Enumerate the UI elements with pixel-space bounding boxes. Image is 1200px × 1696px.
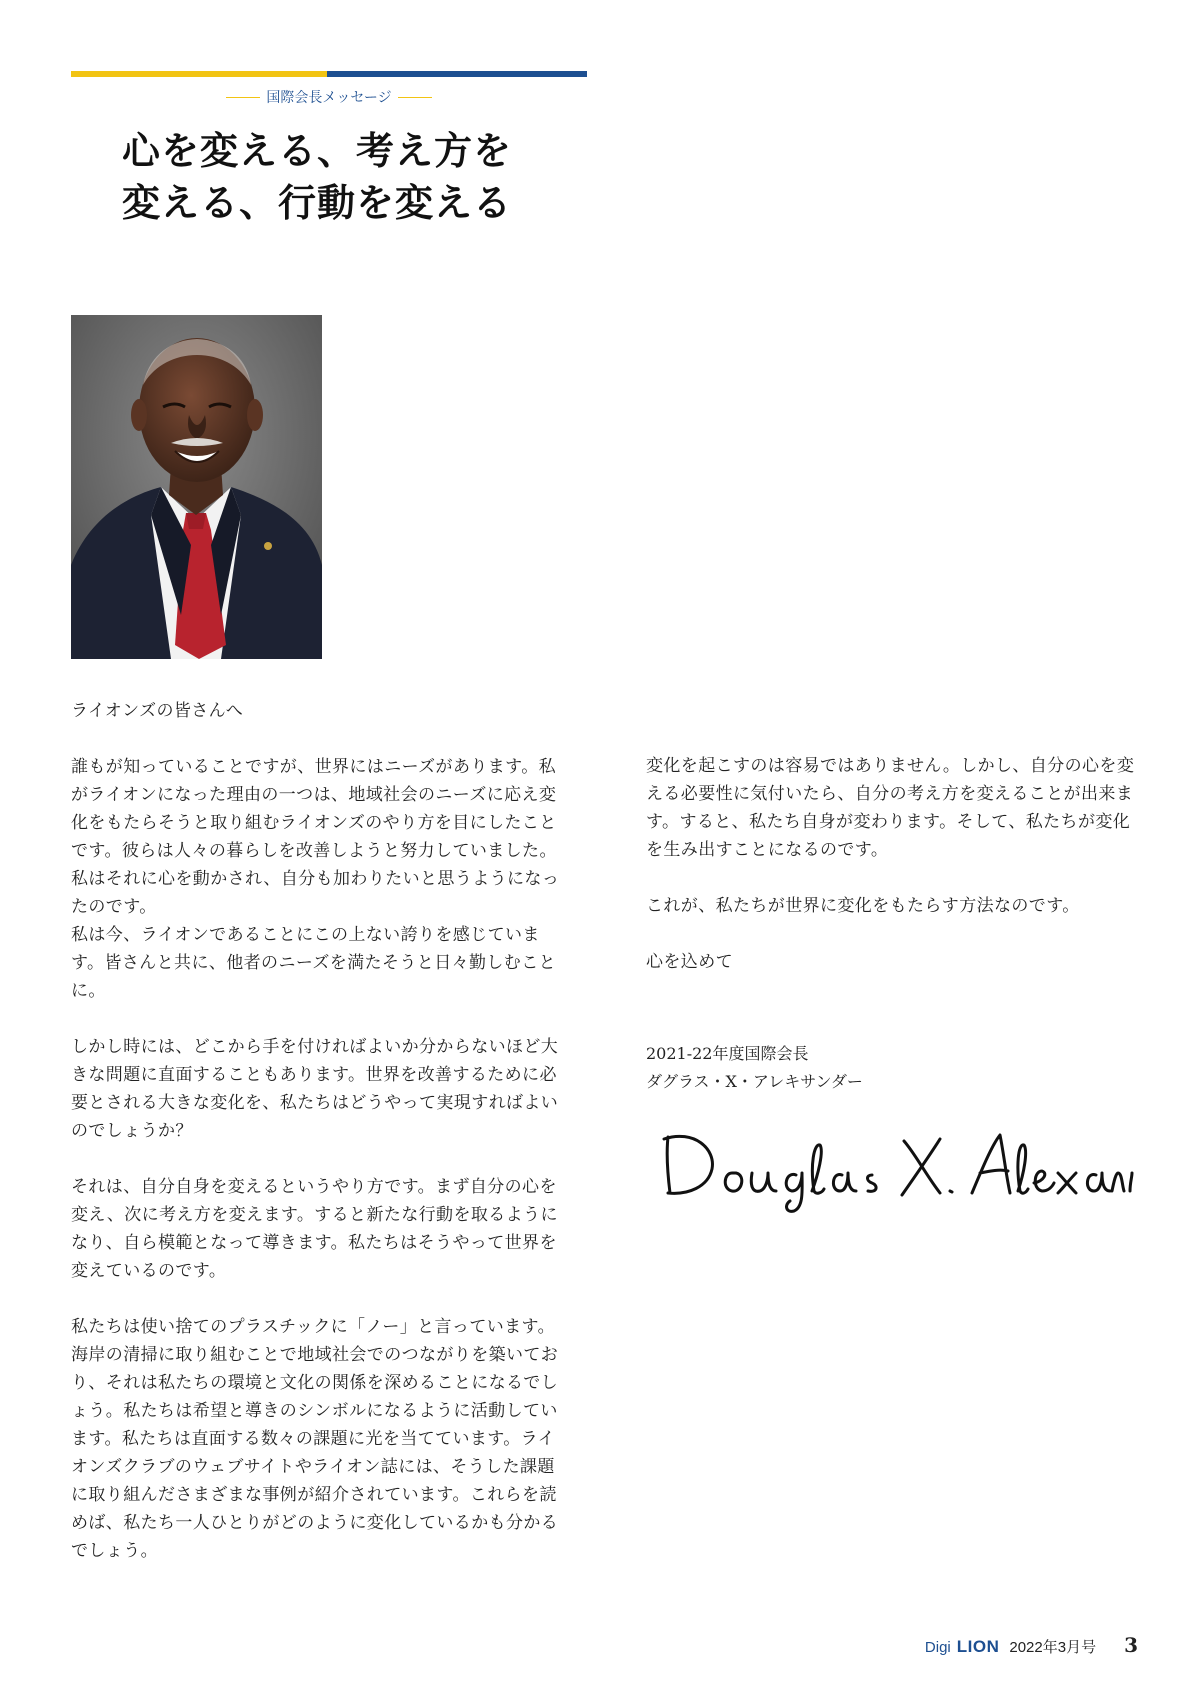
page-number: 3 [1124, 1633, 1138, 1657]
letter-body-right-column [646, 752, 1136, 1004]
letter-paragraph: 誰もが知っていることですが、世界にはニーズがあります。私がライオンになった理由の一つは、地域社会のニーズに応え変化をもたらそうと取り組むライオンズのやり方を目にしたことです。彼らは人々の暮らしを改善しようと努力していました。私はそれに心を動かされ、自分も加わりたいと思うようになったのです。 [71, 757, 560, 917]
header-accent-bar [71, 71, 587, 77]
footer-lion-logo: LION [956, 1637, 1000, 1656]
accent-bar-yellow [71, 71, 327, 77]
section-kicker [71, 87, 587, 107]
signoff-title: 2021-22年度国際会長 [646, 1044, 809, 1063]
kicker-label: 国際会長メッセージ [266, 90, 392, 106]
signoff-block [646, 1040, 1136, 1096]
letter-paragraph: これが、私たちが世界に変化をもたらす方法なのです。 [646, 896, 1080, 916]
accent-bar-blue [327, 71, 587, 77]
president-portrait [71, 315, 322, 659]
portrait-photo [71, 315, 322, 659]
page-footer [925, 1633, 1138, 1657]
handwritten-signature [654, 1115, 1134, 1215]
footer-issue: 2022年3月号 [1009, 1639, 1097, 1656]
letter-salutation: ライオンズの皆さんへ [71, 701, 244, 721]
signoff-name: ダグラス・X・アレキサンダー [646, 1072, 863, 1091]
letter-paragraph: 私は今、ライオンであることにこの上ない誇りを感じています。皆さんと共に、他者のニーズを満たそうと日々勤しむことに。 [71, 925, 556, 1001]
kicker-rule-left [226, 97, 260, 98]
letter-paragraph: それは、自分自身を変えるというやり方です。まず自分の心を変え、次に考え方を変えます。すると新たな行動を取るようになり、自ら模範となって導きます。私たちはそうやって世界を変えているのです。 [71, 1177, 558, 1281]
kicker-rule-right [398, 97, 432, 98]
footer-digi: Digi [924, 1639, 951, 1656]
letter-closing: 心を込めて [646, 952, 733, 972]
letter-paragraph: しかし時には、どこから手を付ければよいか分からないほど大きな問題に直面することもあります。世界を改善するために必要とされる大きな変化を、私たちはどうやって実現すればよいのでしょうか？ [71, 1037, 559, 1141]
headline-line-2: 変える、行動を変える [122, 180, 513, 225]
headline-line-1: 心を変える、考え方を [122, 128, 513, 173]
letter-body-left-column [71, 697, 563, 1593]
letter-paragraph: 変化を起こすのは容易ではありません。しかし、自分の心を変える必要性に気付いたら、自分の考え方を変えることが出来ます。すると、私たち自身が変わります。そして、私たちが変化を生み出すことになるのです。 [646, 756, 1135, 860]
page-title [122, 125, 582, 229]
letter-paragraph: 私たちは使い捨てのプラスチックに「ノー」と言っています。海岸の清掃に取り組むことで地域社会でのつながりを築いており、それは私たちの環境と文化の関係を深めることになるでしょう。私たちは希望と導きのシンボルになるように活動しています。私たちは直面する数々の課題に光を当てています。ライオンズクラブのウェブサイトやライオン誌には、そうした課題に取り組んださまざまな事例が紹介されています。これらを読めば、私たち一人ひとりがどのように変化しているかも分かるでしょう。 [71, 1317, 559, 1561]
